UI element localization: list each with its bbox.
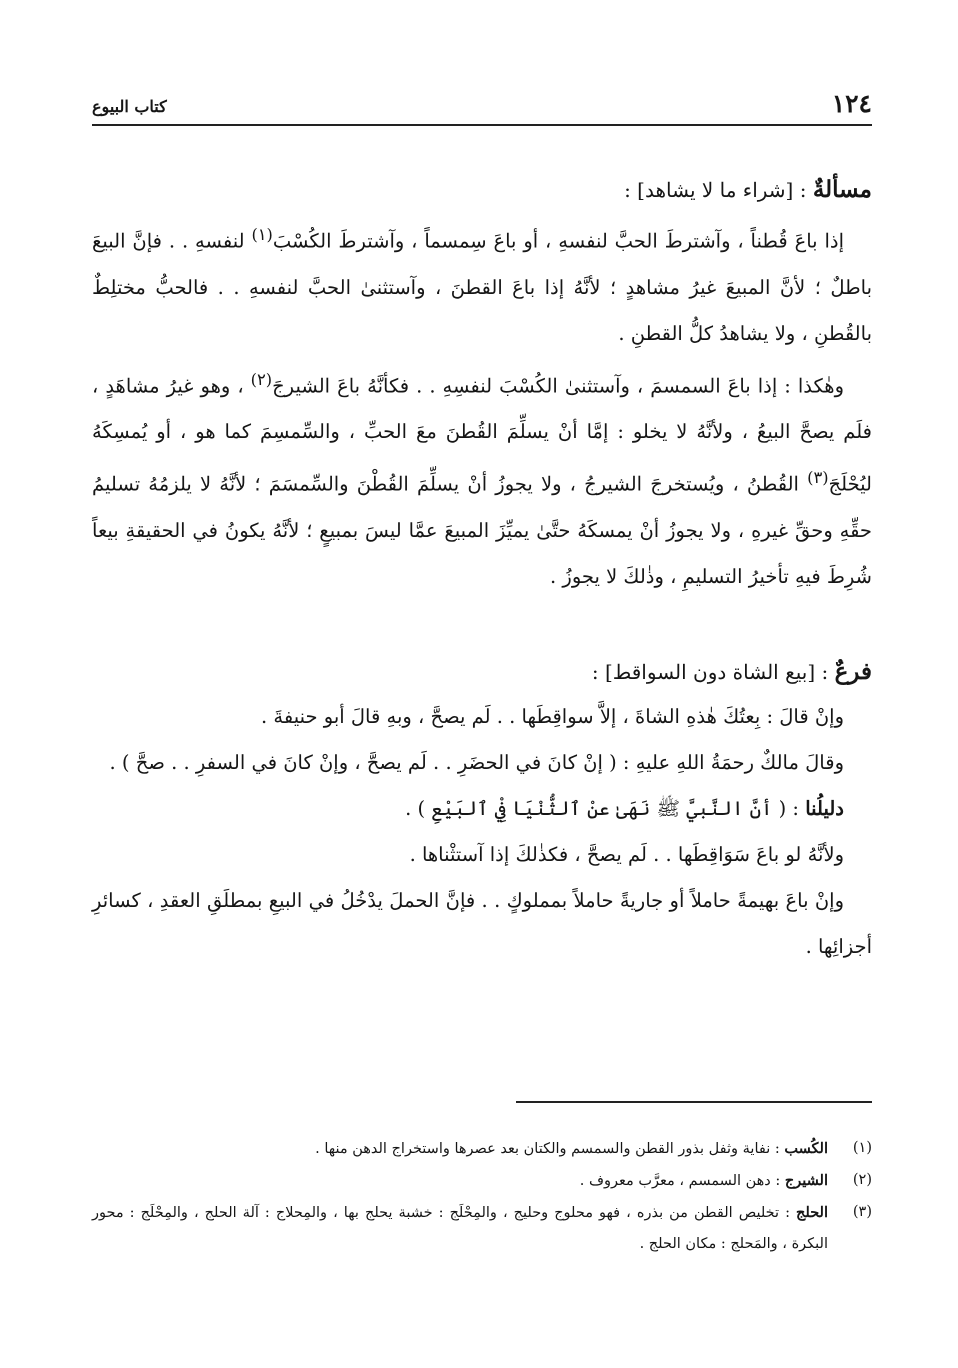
paragraph [92,357,872,600]
paragraph-text: وهٰكذا : إذا باعَ السمسمَ ، وآستثنىٰ الكُسْبَ لنفسِهِ . . فكأنَّهُ باعَ الشيرجَ [272,374,844,397]
footnote-body [92,1197,828,1260]
paragraph [92,212,872,357]
paragraph-text: القُطنُ ، ويُستخرجَ الشيرجُ ، ولا يجوزُ أنْ يسلِّمَ القُطْنَ والسِّمسَمَ ؛ لأنَّهُ لا يلزمُهُ تسليمُ حقِّهِ وحقِّ غيرهِ ، ولا يجوزُ أنْ يمسكَهُ حتَّىٰ يميِّزَ المبيعَ عمَّا ليسَ بمبيعٍ ؛ لأنَّهُ يكونُ في الحقيقةِ بيعاً شُرِطَ فيهِ تأخيرُ التسليمِ ، وذٰلكَ لا يجوزُ . [92,472,872,588]
page-header [92,88,872,126]
paragraph: وإنْ قالَ : بِعتُكَ هٰذهِ الشاةَ ، إلاَّ سواقِطَها . . لَم يصحَّ ، وبهِ قالَ أبو حنيفةَ . [261,704,844,728]
footnote-term: الكُسب [784,1140,828,1157]
running-title: كتاب البيوع [92,97,167,116]
main-text [92,168,872,970]
section-title: : [شراء ما لا يشاهد] : [624,178,807,202]
footnote-number: (٢) [852,1172,872,1188]
paragraph-text: لنفسهِ . . فإنَّ البيعَ باطلٌ ؛ لأنَّ المبيعَ غيرُ مشاهدٍ ؛ لأنَّهُ إذا باعَ القطنَ ، وآستثنىٰ الحبَّ لنفسهِ . . فالحبُّ مختلِطٌ بالقُطنِ ، ولا يشاهدُ كلُّ القطنِ . [92,229,872,345]
footnote-number: (١) [852,1140,872,1156]
footnote-text: : دهن السمسم ، معرَّب معروف . [579,1173,785,1189]
footnote-text: : تخليص القطن من بذره ، فهو محلوج وحليج ، والمِحْلَج : خشبة يحلج بها ، والمِحلاج : آلة الحلج ، والمِحْلَج : محور البكرة ، والمَحلج : مكان الحلج . [92,1205,828,1252]
footnote-separator [516,1101,872,1103]
footnote [92,1197,872,1260]
footnote-body [92,1165,828,1197]
footnote-body [92,1133,828,1165]
paragraph: وقالَ مالكٌ رحمَةُ اللهِ عليهِ : ( إنْ كانَ في الحضَرِ . . لَم يصحَّ ، وإنْ كانَ في السفرِ . . صحَّ ) . [109,750,844,774]
paragraph-text: إذا باعَ قُطناً ، وآشترطَ الحبَّ لنفسهِ ، أو باعَ سِمسماً ، وآشترطَ الكُسْبَ [272,229,844,253]
footnote-number: (٣) [852,1204,872,1220]
section-title: : [بيع الشاة دون السواقط] : [591,659,829,684]
paragraph-text: ، وهو غيرُ مشاهَدٍ ، فلَم يصحَّ البيعُ ، ولأنَّهُ لا يخلو : إمَّا أنْ يسلِّمَ القُطنَ معَ الحبِّ ، والسِّمسِمَ كما هو ، أو يُمسِكَهُ ليُحْلَجَ [92,374,872,496]
section-label: مسألةٌ [812,176,872,203]
section-heading-masala [92,168,872,212]
footnote-ref: (٣) [807,468,829,487]
section-spacer [92,600,872,650]
section-heading-far [92,650,872,694]
footnote [92,1133,872,1165]
hadith-quote: : ( أنَّ النَّبيَّ ﷺ نَهَىٰ عنْ ٱلثُّنْيَا فِيْ ٱلبَيْعِ ) . [405,796,806,820]
paragraph: وإنْ باعَ بهيمةً حاملاً أو جاريةً حاملاً بمملوكٍ . . فإنَّ الحملَ يدْخُلُ في البيعِ بمطلَقِ العقدِ ، كسائرِ أجزائِها . [92,888,872,958]
footnote [92,1165,872,1197]
footnote-term: الشيرج [784,1172,828,1189]
section-label: فرعٌ [834,657,872,685]
evidence-label: دليلُنا [805,796,844,820]
book-page [92,0,872,1368]
footnote-ref: (٢) [250,369,273,389]
footnotes [92,1133,872,1260]
paragraph: ولأنَّهُ لو باعَ سَوَاقِطَها . . لَم يصحَّ ، فكذٰلكَ إذا آستثْناها . [409,842,844,866]
paragraph [92,786,872,832]
footnote-ref: (١) [251,225,273,244]
footnote-term: الحلج [796,1204,828,1221]
page-number: ١٢٤ [831,89,872,118]
footnote-text: : نفاية وثفل بذور القطن والسمسم والكتان بعد عصرها واستخراج الدهن منها . [315,1141,785,1157]
